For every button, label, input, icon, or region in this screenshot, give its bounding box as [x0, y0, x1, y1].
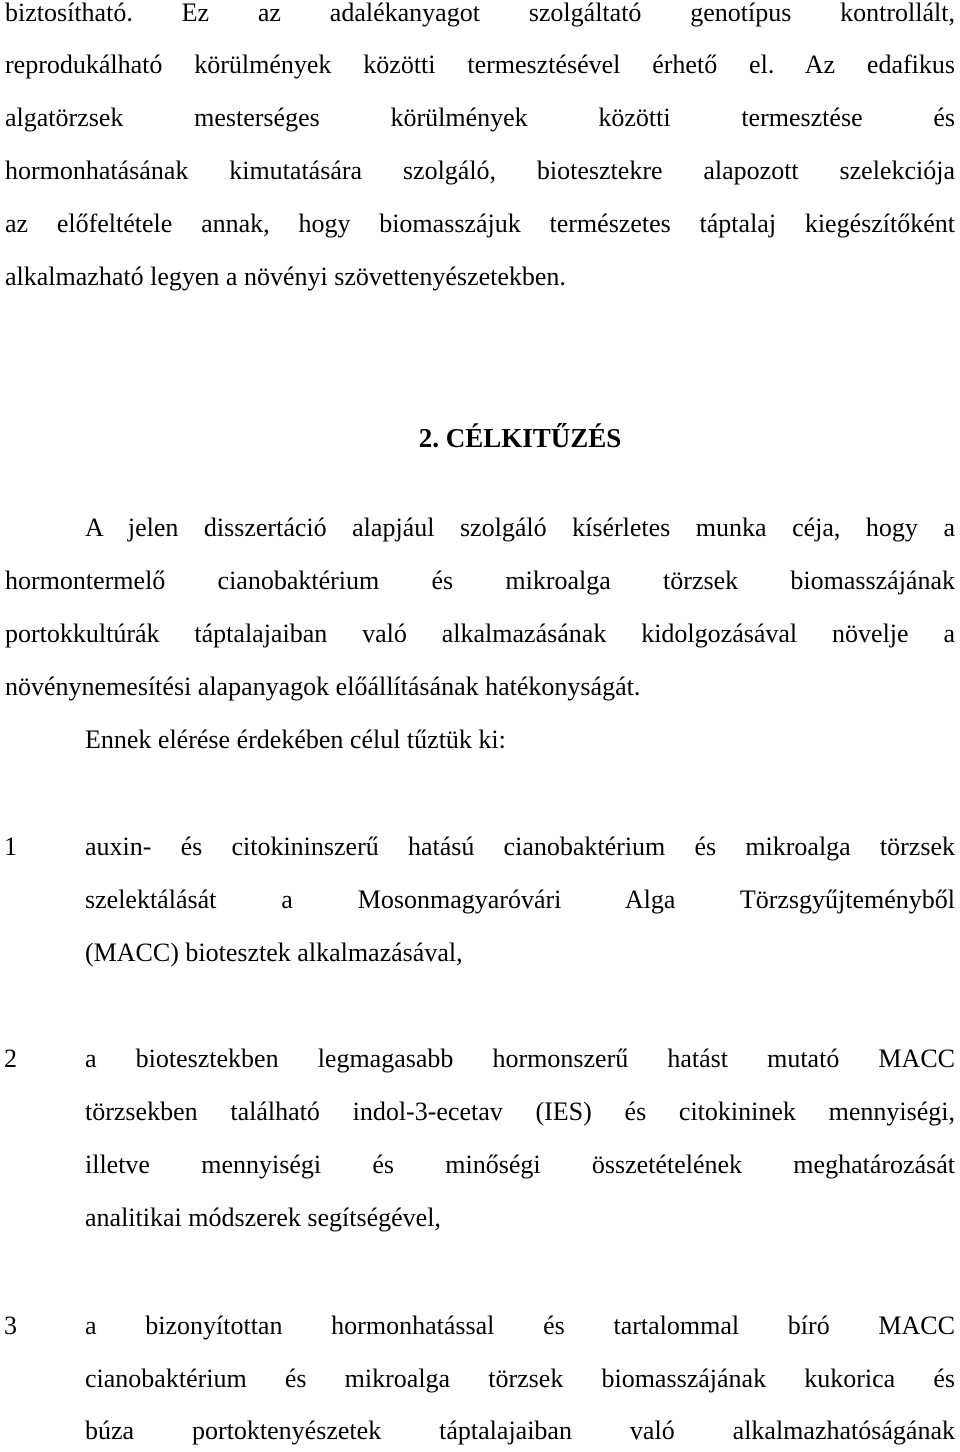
- goal-line: analitikai módszerek segítségével,: [85, 1203, 441, 1232]
- paragraph-line: hormontermelő cianobaktérium és mikroalga törzsek biomasszájának: [5, 566, 955, 595]
- paragraph-line: algatörzsek mesterséges körülmények közötti termesztése és: [5, 103, 955, 132]
- section-heading: 2. CÉLKITŰZÉS: [418, 423, 622, 453]
- goal-line: illetve mennyiségi és minőségi összetételének meghatározását: [85, 1150, 955, 1179]
- paragraph-line: reprodukálható körülmények közötti termesztésével érhető el. Az edafikus: [5, 50, 955, 79]
- goal-line: búza portoktenyészetek táptalajaiban való alkalmazhatóságának: [85, 1416, 955, 1445]
- paragraph-line: hormonhatásának kimutatására szolgáló, biotesztekre alapozott szelekciója: [5, 156, 955, 185]
- paragraph-line: alkalmazható legyen a növényi szövettenyészetekben.: [5, 262, 566, 291]
- goal-line: (MACC) biotesztek alkalmazásával,: [85, 938, 463, 967]
- goal-number: 3: [4, 1311, 17, 1340]
- paragraph-line: A jelen disszertáció alapjául szolgáló kísérletes munka céja, hogy a: [85, 513, 955, 542]
- goal-line: szelektálását a Mosonmagyaróvári Alga Törzsgyűjteményből: [85, 885, 955, 914]
- goal-number: 2: [4, 1044, 17, 1073]
- goal-line: auxin- és citokininszerű hatású cianobaktérium és mikroalga törzsek: [85, 832, 955, 861]
- paragraph-line: az előfeltétele annak, hogy biomasszájuk természetes táptalaj kiegészítőként: [5, 209, 955, 238]
- goal-line: törzsekben található indol-3-ecetav (IES) és citokininek mennyiségi,: [85, 1097, 955, 1126]
- paragraph-line: portokkultúrák táptalajaiban való alkalmazásának kidolgozásával növelje a: [5, 619, 955, 648]
- paragraph-line: biztosítható. Ez az adalékanyagot szolgáltató genotípus kontrollált,: [5, 0, 955, 27]
- goal-line: a bizonyítottan hormonhatással és tartalommal bíró MACC: [85, 1311, 955, 1340]
- goal-number: 1: [4, 832, 17, 861]
- paragraph-line: növénynemesítési alapanyagok előállításának hatékonyságát.: [5, 672, 641, 701]
- goal-line: a biotesztekben legmagasabb hormonszerű hatást mutató MACC: [85, 1044, 955, 1073]
- goal-line: cianobaktérium és mikroalga törzsek biomasszájának kukorica és: [85, 1364, 955, 1393]
- goals-intro: Ennek elérése érdekében célul tűztük ki:: [85, 725, 506, 754]
